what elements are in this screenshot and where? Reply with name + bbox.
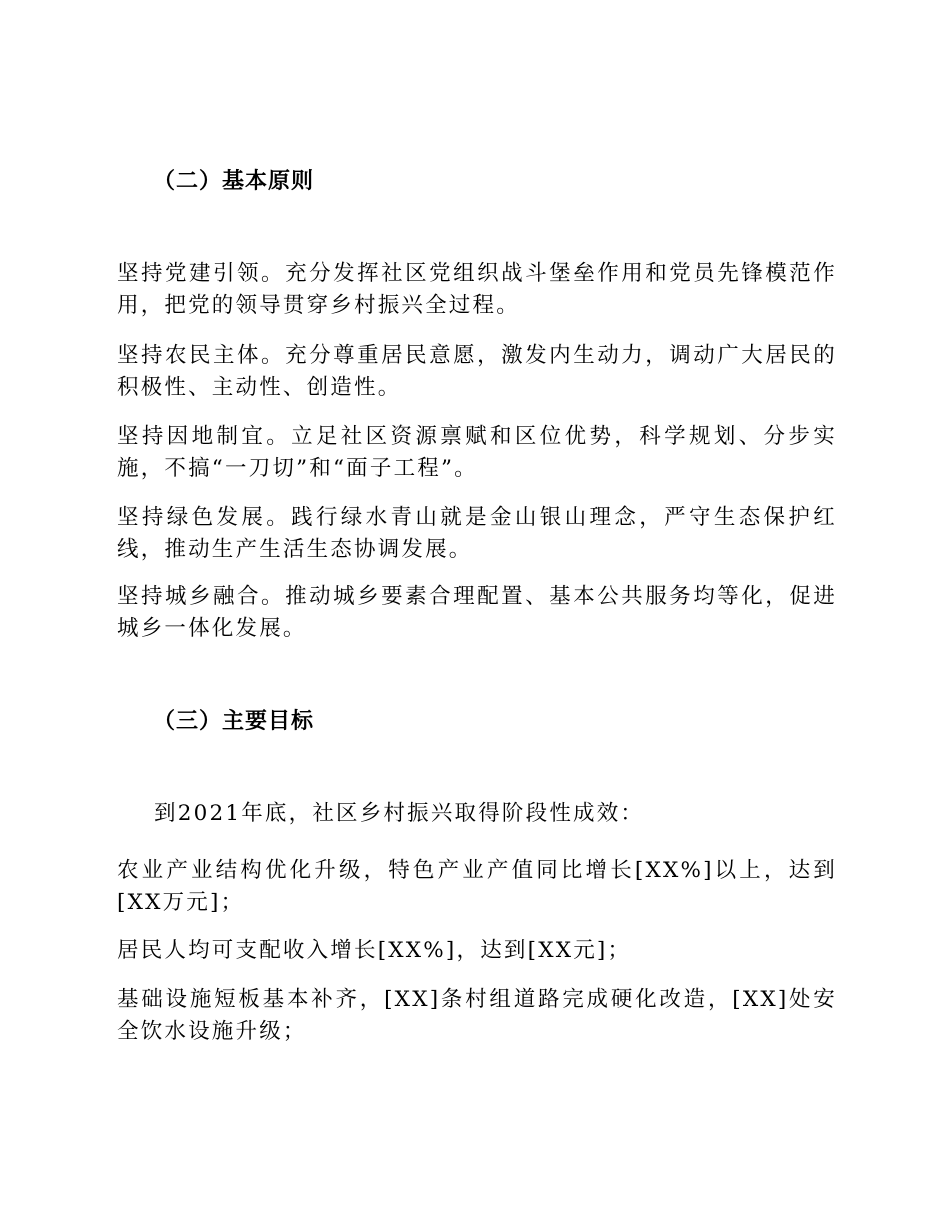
paragraph-green-development: 坚持绿色发展。践行绿水青山就是金山银山理念，严守生态保护红线，推动生产生活生态协调发展。 bbox=[117, 505, 837, 562]
paragraph-income-goal: 居民人均可支配收入增长[XX%]，达到[XX元]； bbox=[117, 938, 632, 963]
paragraph-local-conditions: 坚持因地制宜。立足社区资源禀赋和区位优势，科学规划、分步实施，不搞“一刀切”和“面子工程”。 bbox=[117, 424, 837, 481]
paragraph-urban-rural-integration: 坚持城乡融合。推动城乡要素合理配置、基本公共服务均等化，促进城乡一体化发展。 bbox=[117, 584, 837, 641]
paragraph-farmer-subject: 坚持农民主体。充分尊重居民意愿，激发内生动力，调动广大居民的积极性、主动性、创造性。 bbox=[117, 343, 837, 400]
section-heading-main-goals: （三）主要目标 bbox=[153, 709, 315, 734]
paragraph-industry-goal: 农业产业结构优化升级，特色产业产值同比增长[XX%]以上，达到[XX万元]； bbox=[117, 858, 837, 915]
section-heading-basic-principles: （二）基本原则 bbox=[153, 169, 315, 194]
paragraph-party-leadership: 坚持党建引领。充分发挥社区党组织战斗堡垒作用和党员先锋模范作用，把党的领导贯穿乡村振兴全过程。 bbox=[117, 261, 837, 318]
paragraph-infrastructure-goal: 基础设施短板基本补齐，[XX]条村组道路完成硬化改造，[XX]处安全饮水设施升级； bbox=[117, 987, 837, 1044]
paragraph-goals-intro: 到2021年底，社区乡村振兴取得阶段性成效： bbox=[154, 801, 645, 826]
